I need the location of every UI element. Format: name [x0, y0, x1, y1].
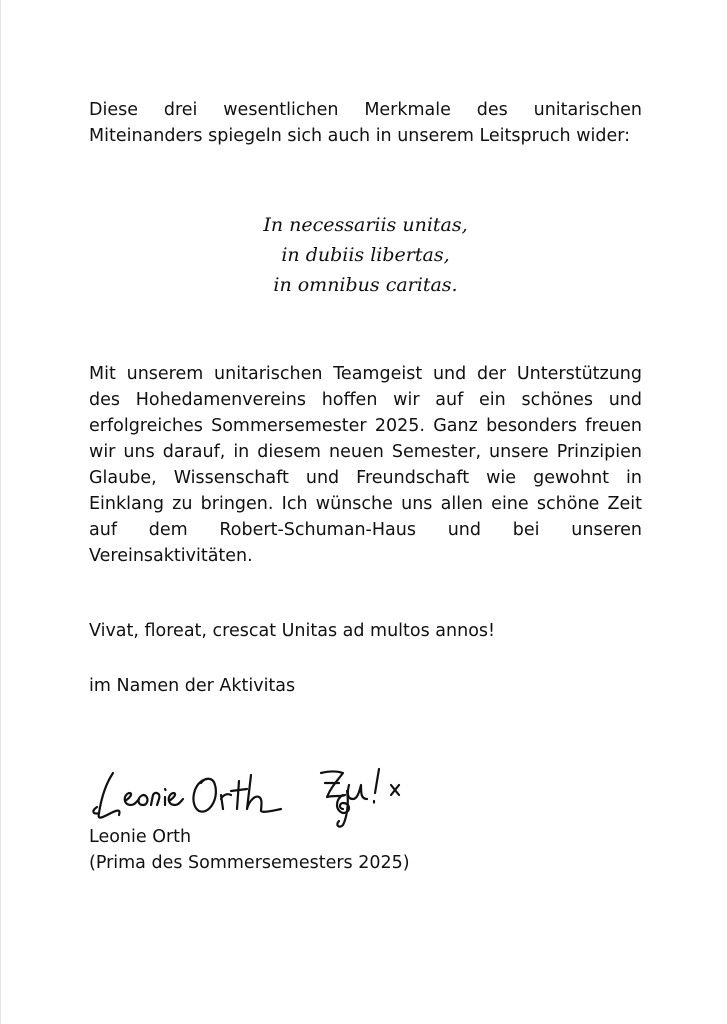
handwritten-signature	[85, 755, 425, 835]
main-paragraph: Mit unserem unitarischen Teamgeist und der Unterstützung des Hohedamenvereins hoffen wir auf ein schönes und erfolgreiches Sommersemester 2025. Ganz besonders freuen wir uns darauf, in diesem neuen Semester, unsere Prinzipien Glaube, Wissenschaft und Freundschaft wie gewohnt in Einklang zu bringen. Ich wünsche uns allen eine schöne Zeit auf dem Robert-Schuman-Haus und bei unseren Vereinsaktivitäten.	[89, 364, 642, 566]
motto-line-1: In necessariis unitas,	[263, 214, 468, 236]
motto-line-3: in omnibus caritas.	[273, 274, 458, 296]
signer-role: (Prima des Sommersemesters 2025)	[89, 853, 410, 873]
motto-block	[89, 210, 642, 300]
intro-paragraph: Diese drei wesentlichen Merkmale des unitarischen Miteinanders spiegeln sich auch in unserem Leitspruch wider:	[89, 100, 642, 146]
on-behalf-line: im Namen der Aktivitas	[89, 676, 296, 696]
vivat-line: Vivat, floreat, crescat Unitas ad multos annos!	[89, 621, 496, 641]
motto-line-2: in dubiis libertas,	[281, 244, 450, 266]
signer-name: Leonie Orth	[89, 827, 192, 847]
